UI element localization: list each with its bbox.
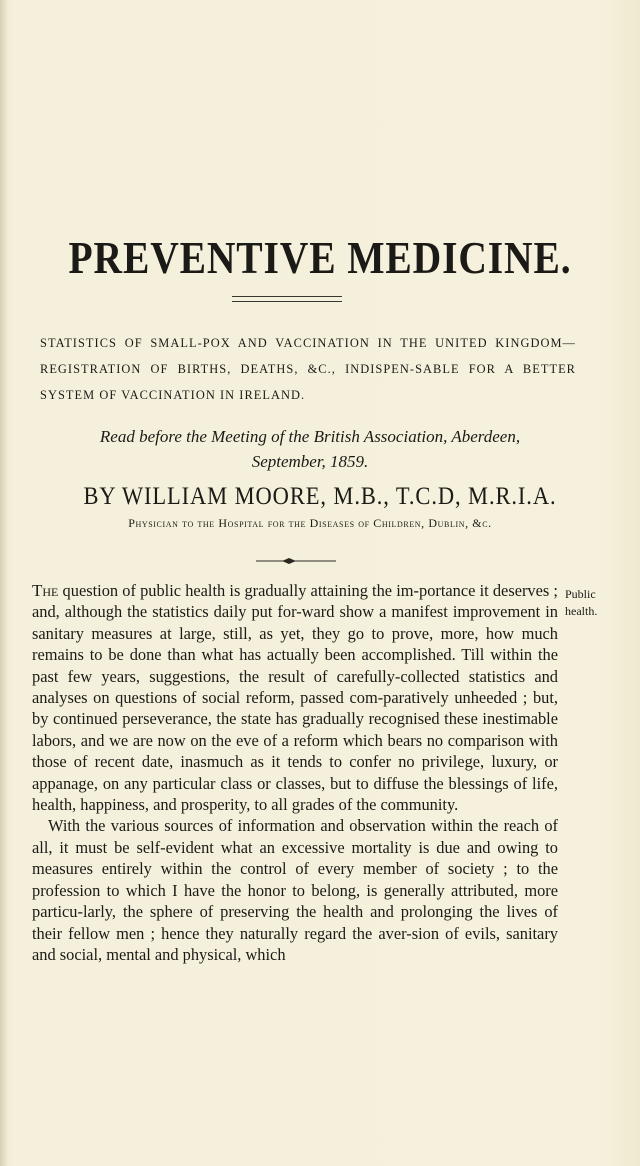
author-position: Physician to the Hospital for the Diseases of Children, Dublin, &c.: [128, 516, 492, 530]
read-before-note: [40, 424, 580, 474]
page-spine-shadow: [0, 0, 8, 1166]
read-before-line-2: September, 1859.: [251, 452, 369, 471]
author-line: BY WILLIAM MOORE, M.B., T.C.D, M.R.I.A.: [83, 483, 557, 510]
margin-note: [565, 586, 625, 620]
body-paragraph-2: With the various sources of information and observation within the reach of all, it must be self-evident what an excessive mortality is due and owing to measures entirely within the control of every member of society ; to the profession to which I have the honor to belong, is generally attributed, more particu-larly, the sphere of preserving the health and prolonging the lives of their fellow men ; hence they naturally regard the aver-sion of evils, sanitary and social, mental and physical, which: [32, 816, 558, 964]
body-text: [32, 580, 558, 965]
title-double-rule: [232, 296, 342, 302]
body-lead-word: The: [32, 581, 59, 600]
ornament-divider-icon: [256, 556, 336, 566]
margin-note-line-1: Public: [565, 587, 596, 601]
document-subtitle: STATISTICS OF SMALL-POX AND VACCINATION IN THE UNITED KINGDOM—REGISTRATION OF BIRTHS, DEATHS, &C., INDISPEN-SABLE FOR A BETTER SYSTEM OF VACCINATION IN IRELAND.: [40, 336, 576, 402]
body-paragraph-1-text: question of public health is gradually attaining the im-portance it deserves ; and, although the statistics daily put for-ward show a manifest improvement in sanitary measures at large, still, as yet, they go to prove, more, how much remains to be done than what has actually been accomplished. Till within the past few years, suggestions, the result of carefully-collected statistics and analyses on questions of social reform, passed com-paratively unheeded ; but, by continued perseverance, the state has gradually recognised these inestimable labors, and we are now on the eve of a reform which bears no comparison with those of recent date, inasmuch as it tends to confer no privilege, luxury, or appanage, on any particular class or classes, but to diffuse the blessings of life, health, happiness, and prosperity, to all grades of the community.: [32, 581, 558, 815]
document-title: PREVENTIVE MEDICINE.: [68, 232, 572, 283]
margin-note-line-2: health.: [565, 604, 598, 618]
body-paragraph-1: [32, 580, 558, 815]
read-before-line-1: Read before the Meeting of the British Association, Aberdeen,: [99, 427, 521, 446]
